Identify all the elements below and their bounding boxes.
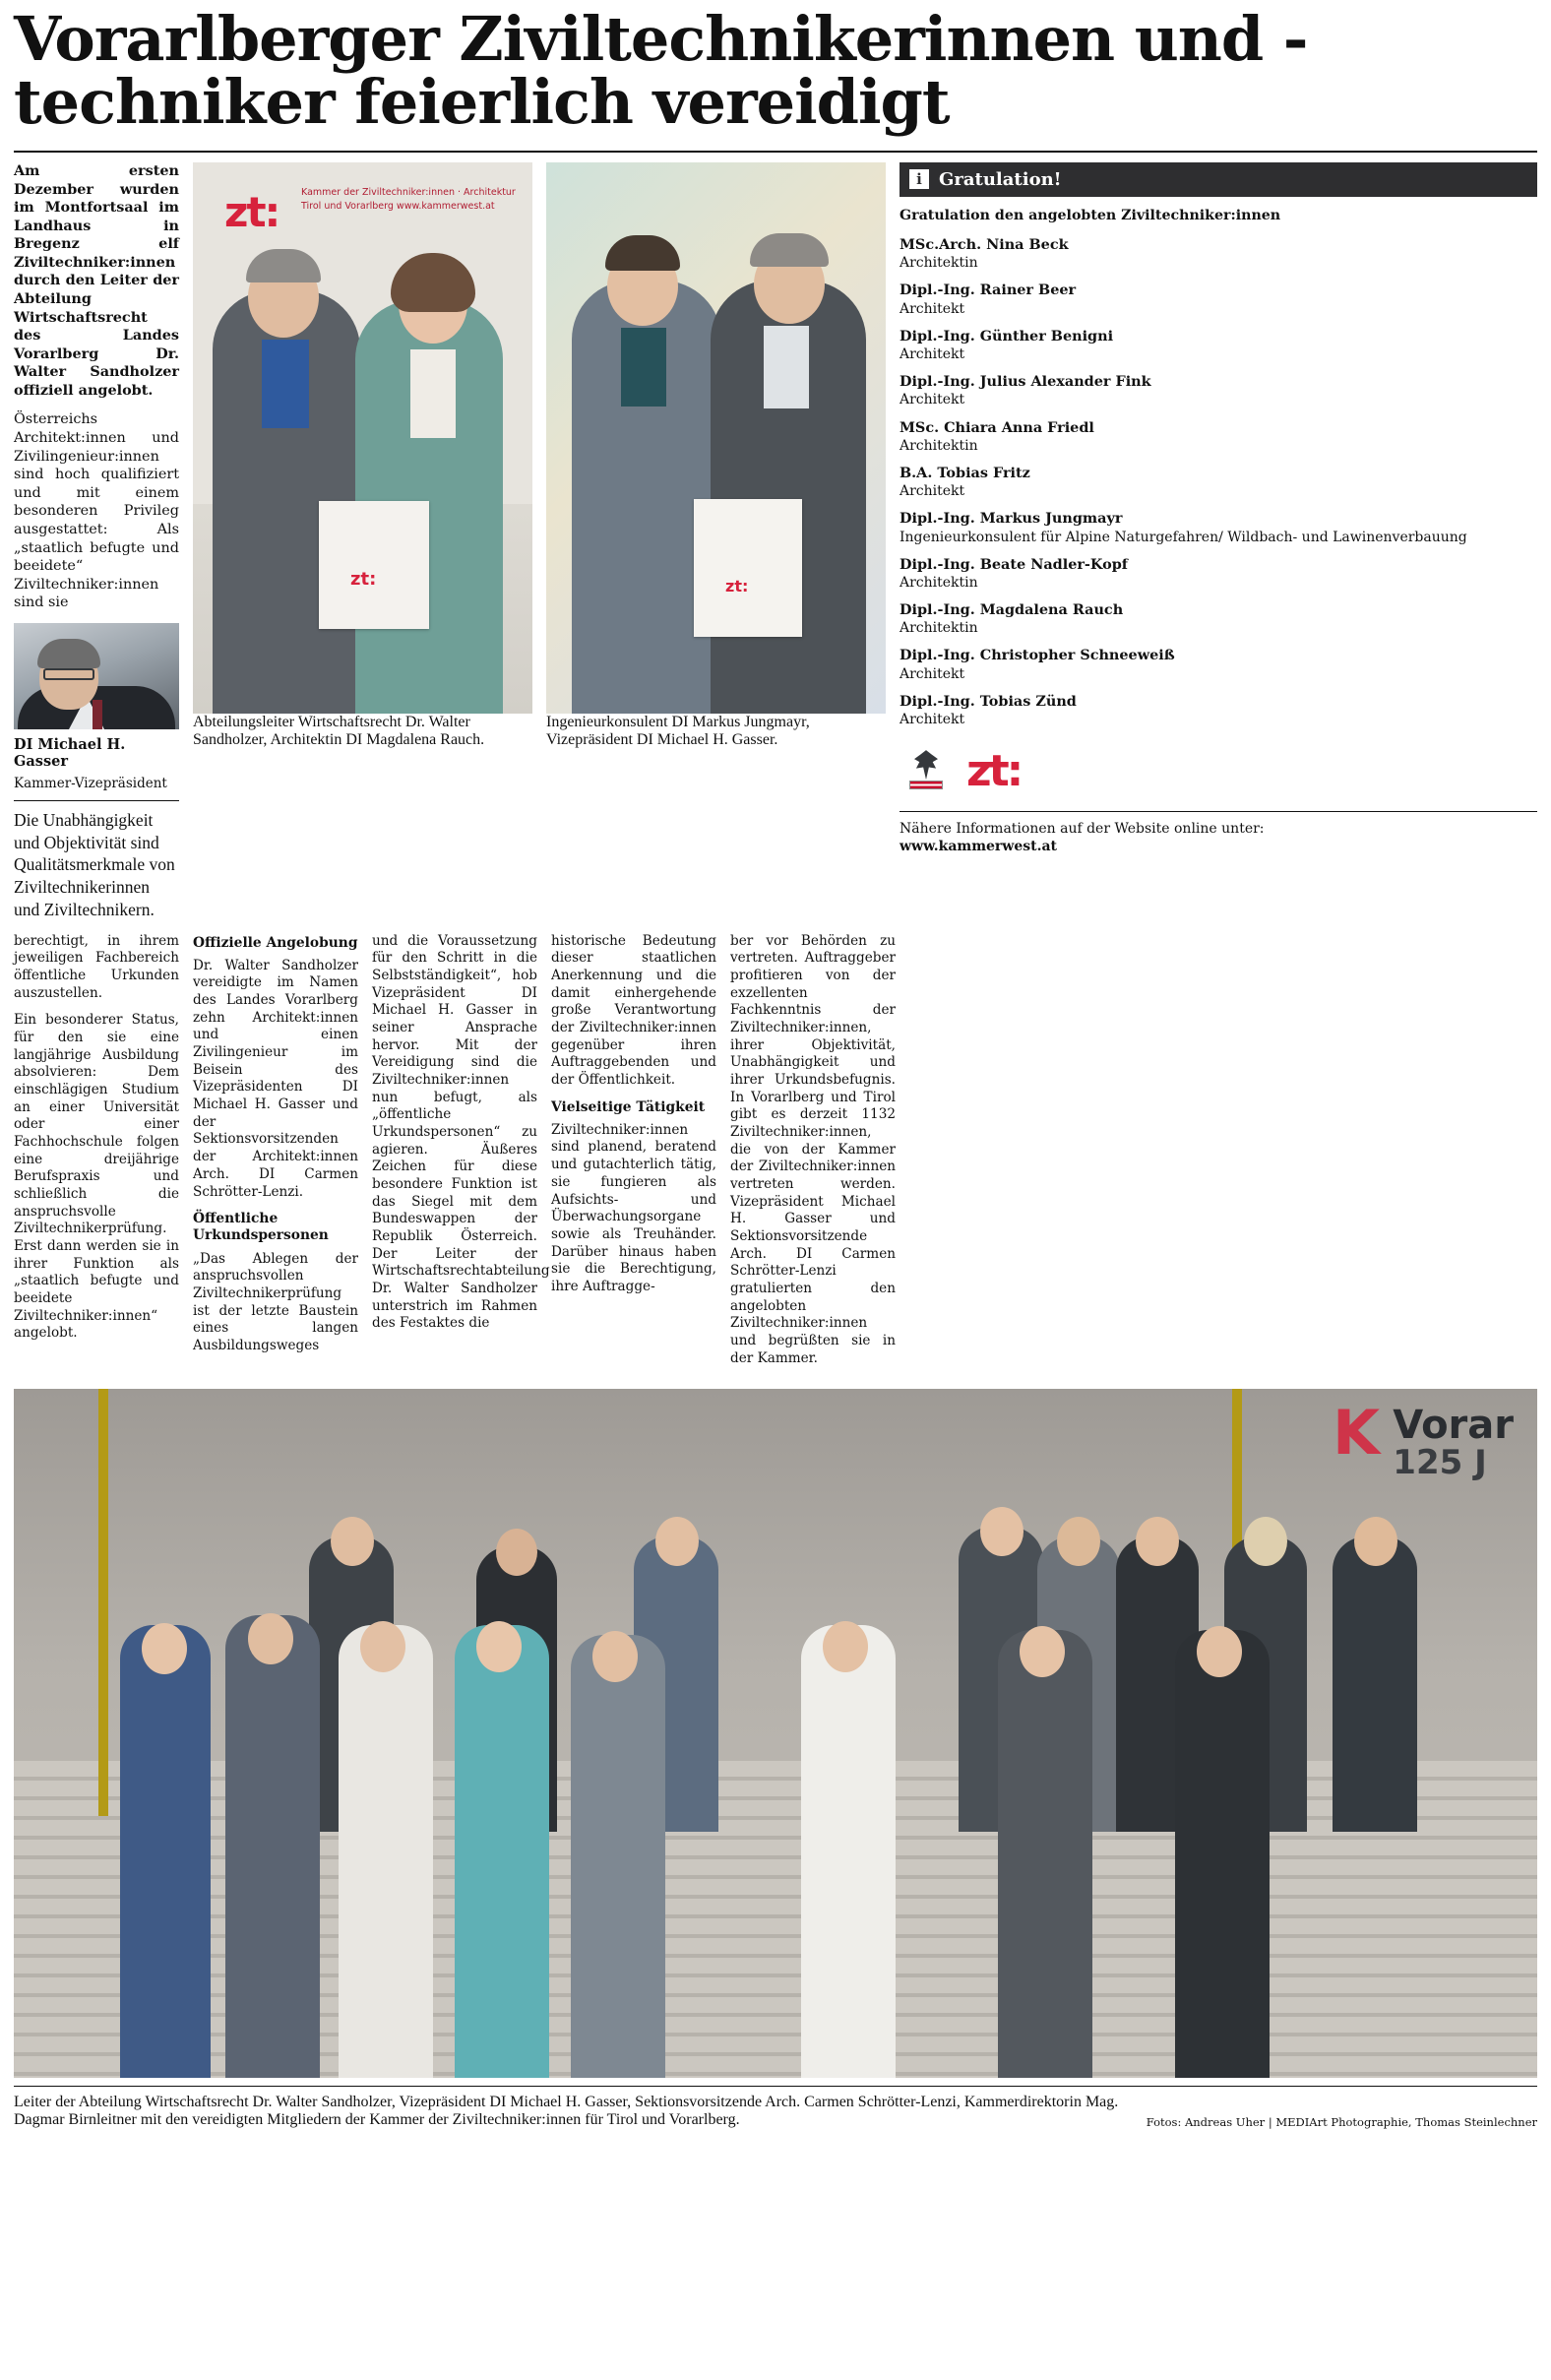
body-column-2 (193, 933, 358, 1378)
portrait-block (14, 623, 179, 791)
photo-1-person-right-top (410, 349, 456, 438)
photo-1 (193, 162, 532, 714)
page-title: Vorarlberger Ziviltechnikerinnen und -techniker feierlich vereidigt (14, 3, 1308, 139)
group-member (571, 1635, 665, 2078)
paragraph: Ein besonderer Status, für den sie eine langjährige Ausbildung absolvieren: Dem einschlägigen Studium an einer Universität oder einer Fachhochschule folgen eine dreijährige Berufspraxis und schließlich die anspruchsvolle Ziviltechnikerprüfung. Erst dann werden sie in ihrer Funktion als „staatlich befugte und beeidete Ziviltechniker:innen“ angelobt. (14, 1012, 179, 1342)
group-photo-caption: Leiter der Abteilung Wirtschaftsrecht Dr. Walter Sandholzer, Vizepräsident DI Michael H. Gasser, Sektionsvorsitzende Arch. Carmen Schrötter-Lenzi, Kammerdirektorin Mag. Dagmar Birnleitner mit den vereidigten Mitgliedern der Kammer der Ziviltechniker:innen für Tirol und Vorarlberg. (14, 2094, 1119, 2129)
photo-1-column (193, 162, 532, 921)
group-photo-banner-mark: K (1332, 1397, 1380, 1470)
paragraph: Dr. Walter Sandholzer vereidigte im Namen des Landes Vorarlberg zehn Architekt:innen und einen Zivilingenieur im Beisein des Vizepräsidenten DI Michael H. Gasser und der Sektionsvorsitzenden der Architekt:innen Arch. DI Carmen Schrötter-Lenzi. (193, 957, 358, 1200)
gratulation-sidebar (900, 162, 1537, 921)
list-item (900, 556, 1537, 592)
list-item (900, 465, 1537, 500)
awardee-title: Architekt (900, 392, 965, 408)
list-item (900, 647, 1537, 682)
photo-2-certificate-logo: zt: (725, 576, 749, 595)
group-member-face (1197, 1626, 1242, 1677)
body-column-4 (551, 933, 716, 1378)
awardee-name: MSc.Arch. Nina Beck (900, 236, 1069, 254)
photo-1-caption: Abteilungsleiter Wirtschaftsrecht Dr. Walter Sandholzer, Architektin DI Magdalena Rauch. (193, 713, 485, 748)
banner-line-2: 125 J (1393, 1443, 1487, 1483)
portrait-photo (14, 623, 179, 729)
quote-divider (14, 800, 179, 801)
body-column-1 (14, 933, 179, 1378)
banner-line-1: Vorar (1393, 1403, 1514, 1449)
top-section (14, 162, 1537, 921)
group-photo-caption-row (14, 2094, 1537, 2129)
group-member (1175, 1630, 1270, 2078)
awardee-name: Dipl.-Ing. Christopher Schneeweiß (900, 647, 1175, 664)
zt-logo-backdrop: zt: (224, 187, 279, 236)
group-member (339, 1625, 433, 2078)
photo-2-caption: Ingenieurkonsulent DI Markus Jungmayr, Vizepräsident DI Michael H. Gasser. (546, 713, 810, 748)
list-item (900, 510, 1537, 545)
portrait-name: DI Michael H. Gasser (14, 735, 126, 771)
list-item (900, 693, 1537, 728)
photo-2-person-right-hair (750, 233, 829, 267)
eagle-shield (909, 781, 943, 789)
group-member-face (1354, 1517, 1397, 1566)
awardee-title: Architektin (900, 620, 978, 637)
group-member (998, 1630, 1092, 2078)
awardee-title: Architekt (900, 483, 965, 500)
group-member-face (476, 1621, 522, 1672)
sidebar-footer (900, 811, 1537, 855)
group-member (455, 1625, 549, 2078)
paragraph: Ziviltechniker:innen sind planend, beratend und gutachterlich tätig, sie fungieren als Aufsichts- und Überwachungsorgane sowie als Treuhänder. Darüber hinaus haben sie die Berechtigung, ihre Auftragge- (551, 1121, 716, 1294)
group-member-face (331, 1517, 374, 1566)
group-member-face (1136, 1517, 1179, 1566)
awardee-title: Architekt (900, 665, 965, 682)
awardee-name: Dipl.-Ing. Magdalena Rauch (900, 600, 1124, 618)
article-body (14, 933, 1537, 1378)
lead-paragraph-1: Am ersten Dezember wurden im Montfortsaal im Landhaus in Bregenz elf Ziviltechniker:innen durch den Leiter der Abteilung Wirtschaftsrecht des Landes Vorarlberg Dr. Walter Sandholzer offiziell angelobt. (14, 161, 179, 399)
photo-2 (546, 162, 886, 714)
portrait-role: Kammer-Vizepräsident (14, 775, 167, 791)
list-item (900, 328, 1537, 363)
awardee-title: Ingenieurkonsulent für Alpine Naturgefahren/ Wildbach- und Lawinenverbauung (900, 529, 1467, 545)
group-member-face (655, 1517, 699, 1566)
info-icon: i (909, 169, 929, 189)
awardee-name: Dipl.-Ing. Markus Jungmayr (900, 510, 1123, 528)
awardee-title: Architektin (900, 255, 978, 272)
zt-logo: zt: (966, 746, 1022, 797)
zt-logo-backdrop-text: Kammer der Ziviltechniker:innen · Architektur Tirol und Vorarlberg www.kammerwest.at (301, 186, 516, 213)
group-member-face (1244, 1517, 1287, 1566)
paragraph: und die Voraussetzung für den Schritt in die Selbstständigkeit“, hob Vizepräsident DI Michael H. Gasser in seiner Ansprache hervor. Mit der Vereidigung sind die Ziviltechniker:innen nun befugt, als „öffentliche Urkundspersonen“ zu agieren. Äußeres Zeichen für diese besondere Funktion ist das Siegel mit dem Bundeswappen der Republik Österreich. Der Leiter der Wirtschaftsrechtabteilung Dr. Walter Sandholzer unterstrich im Rahmen des Festaktes die (372, 932, 550, 1332)
awardee-title: Architekt (900, 346, 965, 363)
group-member-face (592, 1631, 638, 1682)
group-member-face (142, 1623, 187, 1674)
awardee-name: B.A. Tobias Fritz (900, 464, 1030, 481)
paragraph: historische Bedeutung dieser staatlichen Anerkennung und die damit einhergehende große Verantwortung der Ziviltechniker:innen gegenüber ihren Auftraggebenden und der Öffentlichkeit. (551, 932, 716, 1088)
group-member-face (823, 1621, 868, 1672)
photo-2-column (546, 162, 886, 921)
body-column-3 (372, 932, 550, 1378)
list-item (900, 601, 1537, 637)
group-member (225, 1615, 320, 2078)
awardee-name: Dipl.-Ing. Tobias Zünd (900, 692, 1077, 710)
group-member (120, 1625, 211, 2078)
photo-1-certificate-logo: zt: (350, 568, 377, 590)
list-item (900, 282, 1537, 317)
subheading: Öffentliche Urkundspersonen (193, 1211, 329, 1244)
sidebar-footer-text: Nähere Informationen auf der Website online unter: (900, 821, 1265, 838)
list-item (900, 236, 1537, 272)
sidebar-header (900, 162, 1537, 197)
awardee-name: Dipl.-Ing. Rainer Beer (900, 282, 1077, 299)
paragraph: „Das Ablegen der anspruchsvollen Ziviltechnikerprüfung ist der letzte Baustein eines langen Ausbildungsweges (193, 1250, 358, 1353)
list-item (900, 419, 1537, 455)
sidebar-logos (903, 746, 1537, 797)
awardee-name: MSc. Chiara Anna Friedl (900, 418, 1094, 436)
body-spacer-2 (1088, 933, 1537, 1378)
group-member (801, 1625, 896, 2078)
pull-quote: Die Unabhängigkeit und Objektivität sind Qualitätsmerkmale von Ziviltechnikerinnen und Ziviltechnikern. (14, 809, 175, 919)
group-member-face (496, 1529, 537, 1576)
awardee-title: Architekt (900, 300, 965, 317)
photo-2-person-right-shirt (764, 326, 809, 408)
body-spacer (909, 933, 1075, 1378)
awardee-name: Dipl.-Ing. Günther Benigni (900, 327, 1114, 344)
portrait-hair (37, 639, 100, 668)
header-divider (14, 151, 1537, 153)
paragraph: ber vor Behörden zu vertreten. Auftraggeber profitieren von der exzellenten Fachkenntnis der Ziviltechniker:innen, ihrer Objektivität, Unabhängigkeit und ihrer Urkundsbefugnis. In Vorarlberg und Tirol gibt es derzeit 1132 Ziviltechniker:innen, die von der Kammer der Ziviltechniker:innen vertreten werden. Vizepräsident Michael H. Gasser und Sektionsvorsitzende Arch. DI Carmen Schrötter-Lenzi gratulierten den angelobten Ziviltechniker:innen und begrüßten sie in der Kammer. (730, 932, 896, 1366)
newspaper-page (0, 3, 1551, 2380)
group-photo-block (14, 1389, 1537, 2129)
paragraph: berechtigt, in ihrem jeweiligen Fachbereich öffentliche Urkunden auszustellen. (14, 932, 179, 1001)
awardee-title: Architektin (900, 574, 978, 591)
group-member (1333, 1536, 1417, 1832)
photo-credit: Fotos: Andreas Uher | MEDIArt Photographie, Thomas Steinlechner (1146, 2115, 1537, 2130)
lead-column (14, 162, 179, 921)
sidebar-footer-url[interactable]: www.kammerwest.at (900, 839, 1058, 855)
group-photo (14, 1389, 1537, 2078)
awardee-name: Dipl.-Ing. Beate Nadler-Kopf (900, 555, 1128, 573)
group-member-face (248, 1613, 293, 1664)
group-member-face (1020, 1626, 1065, 1677)
body-column-5 (730, 933, 896, 1378)
photo-1-certificate (319, 501, 429, 629)
awardee-title: Architektin (900, 437, 978, 454)
list-item (900, 373, 1537, 408)
group-photo-handrail-left (98, 1389, 108, 1816)
group-member-face (360, 1621, 405, 1672)
photo-1-person-left-shirt (262, 340, 309, 428)
sidebar-lead: Gratulation den angelobten Ziviltechniker:innen (900, 207, 1281, 223)
austrian-eagle-icon (903, 746, 949, 797)
group-member-face (1057, 1517, 1100, 1566)
lead-paragraph-2: Österreichs Architekt:innen und Zivilingenieur:innen sind hoch qualifiziert und mit einem besonderen Privileg ausgestattet: Als „staatlich befugte und beeidete“ Ziviltechniker:innen sind sie (14, 411, 179, 611)
portrait-tie (93, 700, 102, 729)
eagle-body (914, 750, 938, 780)
subheading: Offizielle Angelobung (193, 934, 358, 951)
photo-2-person-left-shirt (621, 328, 666, 407)
group-photo-banner (1393, 1405, 1514, 1481)
subheading: Vielseitige Tätigkeit (551, 1098, 706, 1115)
group-member-face (980, 1507, 1024, 1556)
caption-divider (14, 2086, 1537, 2087)
photo-2-certificate (694, 499, 802, 637)
awardee-title: Architekt (900, 711, 965, 727)
awardee-name: Dipl.-Ing. Julius Alexander Fink (900, 373, 1151, 391)
sidebar-title: Gratulation! (939, 168, 1062, 190)
glasses-icon (43, 668, 94, 680)
